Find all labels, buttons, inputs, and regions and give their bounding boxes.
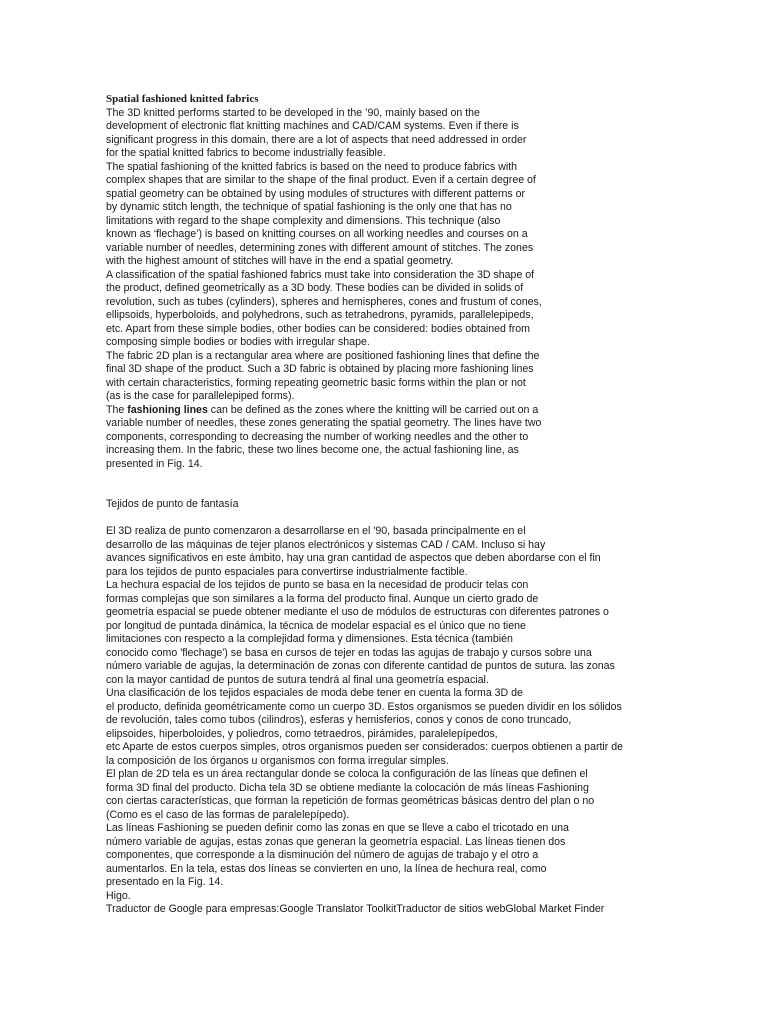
text-line: limitations with regard to the shape complexity and dimensions. This technique (also [106, 214, 501, 227]
text-line: by dynamic stitch length, the technique of spatial fashioning is the only one that has no [106, 201, 512, 213]
text-line: El plan de 2D tela es un área rectangular donde se coloca la configuración de las líneas que definen el [106, 768, 588, 780]
text-line: spatial geometry can be obtained by using modules of structures with different patterns or [106, 187, 526, 200]
text-line: for the spatial knitted fabrics to become industrially feasible. [106, 147, 386, 159]
section-gap [106, 471, 746, 498]
text-line: variable number of needles, determining zones with different amount of stitches. The zones [106, 241, 534, 254]
text-line: revolution, such as tubes (cylinders), spheres and hemispheres, cones and frustum of cones, [106, 295, 542, 308]
text-line: The spatial fashioning of the knitted fabrics is based on the need to produce fabrics with [106, 160, 518, 173]
text-line: Higo. [106, 889, 131, 902]
text-line: (Como es el caso de las formas de paralelepípedo). [106, 808, 350, 821]
text-line: The fabric 2D plan is a rectangular area where are positioned fashioning lines that define the [106, 349, 540, 362]
spanish-title: Tejidos de punto de fantasía [106, 498, 239, 510]
text-line: geometría espacial se puede obtener mediante el uso de módulos de estructuras con diferentes patrones o [106, 606, 609, 618]
text-line: the product, defined geometrically as a 3D body. These bodies can be divided in solids of [106, 282, 524, 294]
text-line: with certain characteristics, forming repeating geometric basic forms within the plan or not [106, 376, 526, 389]
text-line: (as is the case for parallelepiped forms). [106, 390, 295, 402]
document-body [106, 93, 746, 917]
text-line: with the highest amount of stitches will have in the end a spatial geometry. [106, 255, 454, 267]
text-line: el producto, definida geométricamente como un cuerpo 3D. Estos organismos se pueden dividir en los sólidos [106, 700, 622, 713]
text-line: conocido como 'flechage') se basa en cursos de tejer en todas las agujas de trabajo y cursos sobre una [106, 646, 592, 659]
text-line: número variable de agujas, estas zonas que generan la geometría espacial. Las líneas tienen dos [106, 835, 566, 848]
spanish-paragraphs [106, 525, 746, 917]
text-fragment: The [106, 403, 128, 416]
text-line: la composición de los órganos u organismos con forma irregular simples. [106, 754, 449, 767]
text-line: de revolución, tales como tubos (cilindros), esferas y hemisferios, conos y conos de cono truncado, [106, 714, 572, 726]
text-line: development of electronic flat knitting machines and CAD/CAM systems. Even if there is [106, 120, 519, 132]
text-line: forma 3D final del producto. Dicha tela 3D se obtiene mediante la colocación de más líneas Fashioning [106, 781, 589, 794]
text-line: Una clasificación de los tejidos espaciales de moda debe tener en cuenta la forma 3D de [106, 687, 523, 699]
text-line: The 3D knitted performs started to be developed in the ’90, mainly based on the [106, 106, 480, 119]
english-title: Spatial fashioned knitted fabrics [106, 93, 259, 105]
text-line: ellipsoids, hyperboloids, and polyhedrons, such as tetrahedrons, pyramids, parallelepipeds, [106, 309, 534, 321]
english-paragraphs [106, 107, 746, 472]
text-line: known as ‘flechage’) is based on knitting courses on all working needles and courses on a [106, 228, 528, 240]
text-line: variable number of needles, these zones generating the spatial geometry. The lines have two [106, 417, 542, 429]
text-line: elipsoides, hiperboloides, y poliedros, como tetraedros, pirámides, paralelepípedos, [106, 727, 498, 740]
text-line: para los tejidos de punto espaciales para convertirse industrialmente factible. [106, 565, 468, 578]
text-line: Las líneas Fashioning se pueden definir como las zonas en que se lleve a cabo el tricotado en una [106, 822, 569, 834]
text-line: con la mayor cantidad de puntos de sutura tendrá al final una geometría espacial. [106, 673, 489, 686]
text-line: presentado en la Fig. 14. [106, 876, 224, 888]
text-line: increasing them. In the fabric, these two lines become one, the actual fashioning line, as [106, 444, 519, 456]
text-line: con ciertas características, que forman la repetición de formas geométricas básicas dentro del plan o no [106, 795, 595, 807]
fashioning-lines-sentence [106, 404, 746, 418]
text-line: formas complejas que son similares a la forma del producto final. Aunque un cierto grado de [106, 592, 539, 605]
text-line: final 3D shape of the product. Such a 3D fabric is obtained by placing more fashioning lines [106, 363, 534, 375]
text-line: A classification of the spatial fashioned fabrics must take into consideration the 3D shape of [106, 268, 535, 281]
bold-term-fashioning-lines: fashioning lines [127, 403, 208, 416]
text-line: components, corresponding to decreasing the number of working needles and the other to [106, 430, 529, 443]
text-line: composing simple bodies or bodies with irregular shape. [106, 336, 370, 348]
text-fragment: can be defined as the zones where the knitting will be carried out on a [207, 403, 539, 416]
text-line: componentes, que corresponde a la disminución del número de agujas de trabajo y el otro a [106, 849, 539, 861]
text-line: significant progress in this domain, there are a lot of aspects that need addressed in order [106, 133, 527, 146]
text-line: por longitud de puntada dinámica, la técnica de modelar espacial es el único que no tiene [106, 619, 526, 632]
text-line: El 3D realiza de punto comenzaron a desarrollarse en el '90, basada principalmente en el [106, 525, 526, 537]
text-line: avances significativos en este ámbito, hay una gran cantidad de aspectos que deben abordarse con el fin [106, 552, 601, 564]
text-line: complex shapes that are similar to the shape of the final product. Even if a certain degree of [106, 174, 536, 186]
text-line: número variable de agujas, la determinación de zonas con diferente cantidad de puntos de sutura. las zonas [106, 660, 615, 672]
text-line: etc. Apart from these simple bodies, other bodies can be considered: bodies obtained from [106, 322, 530, 335]
text-line: aumentarlos. En la tela, estas dos líneas se convierten en uno, la línea de hechura real, como [106, 862, 547, 875]
text-line: desarrollo de las máquinas de tejer planos electrónicos y sistemas CAD / CAM. Incluso si hay [106, 538, 546, 551]
text-line: Traductor de Google para empresas:Google Translator ToolkitTraductor de sitios webGlobal Market Finder [106, 903, 605, 915]
text-line: La hechura espacial de los tejidos de punto se basa en la necesidad de producir telas con [106, 579, 529, 591]
text-line: presented in Fig. 14. [106, 457, 203, 470]
section-gap [106, 512, 746, 526]
text-line: limitaciones con respecto a la complejidad forma y dimensiones. Esta técnica (también [106, 633, 513, 645]
text-line: etc Aparte de estos cuerpos simples, otros organismos pueden ser considerados: cuerpos obtienen a partir de [106, 741, 624, 753]
